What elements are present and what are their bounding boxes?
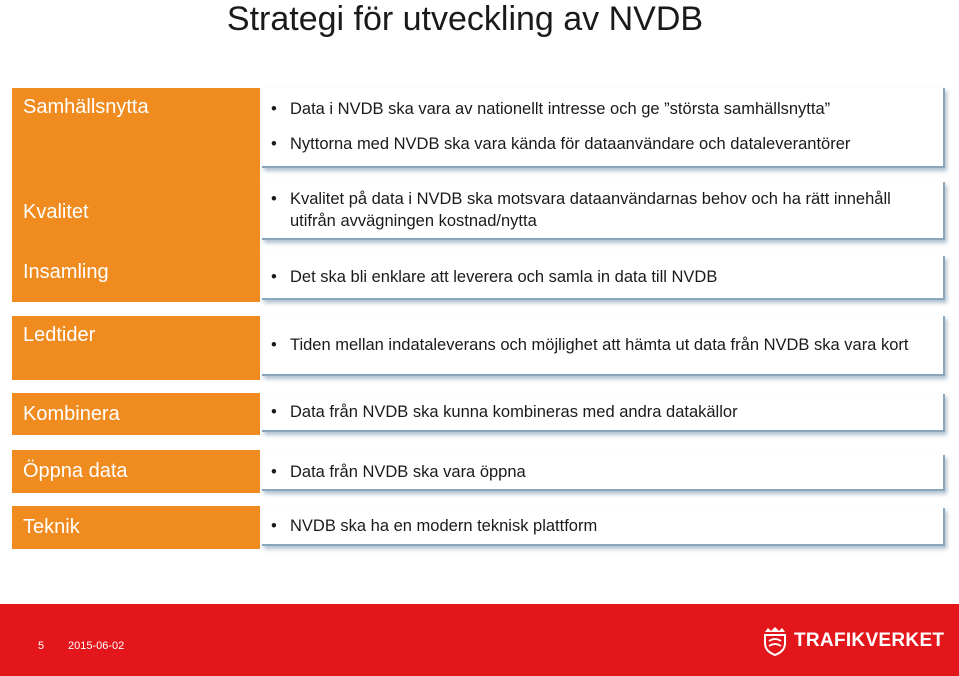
row-content	[262, 256, 945, 300]
bullet-item: • Tiden mellan indataleverans och möjlighet att hämta ut data från NVDB ska vara kort	[290, 334, 917, 356]
page-title: Strategi för utveckling av NVDB	[226, 0, 704, 38]
bullet-item: • Data i NVDB ska vara av nationellt intresse och ge ”största samhällsnytta”	[290, 98, 917, 120]
row-content	[262, 182, 945, 240]
bullet-item: • Data från NVDB ska vara öppna	[290, 461, 917, 483]
row-label: Ledtider	[12, 316, 260, 380]
row-content	[262, 508, 945, 546]
bullet-item: • Kvalitet på data i NVDB ska motsvara dataanvändarnas behov och ha rätt innehåll utifrån avvägningen kostnad/nytta	[290, 188, 917, 232]
trafikverket-logo	[762, 626, 944, 656]
row-content	[262, 394, 945, 432]
footer-date: 2015-06-02	[68, 640, 125, 652]
row-label: Kvalitet	[12, 182, 260, 242]
row-content	[262, 88, 945, 168]
bullet-item: • NVDB ska ha en modern teknisk plattform	[290, 515, 917, 537]
page-number: 5	[38, 640, 45, 652]
row-label: Insamling	[12, 242, 260, 302]
footer-bar	[0, 604, 959, 676]
row-label: Teknik	[12, 506, 260, 549]
row-content	[262, 316, 945, 376]
crown-shield-icon	[762, 626, 788, 656]
row-label: Samhällsnytta	[12, 88, 260, 182]
row-content	[262, 455, 945, 491]
logo-text: TRAFIKVERKET	[794, 630, 945, 651]
row-label: Öppna data	[12, 450, 260, 493]
bullet-item: • Det ska bli enklare att leverera och samla in data till NVDB	[290, 266, 917, 288]
bullet-item: • Nyttorna med NVDB ska vara kända för dataanvändare och dataleverantörer	[290, 133, 917, 155]
bullet-item: • Data från NVDB ska kunna kombineras med andra datakällor	[290, 401, 917, 423]
row-label: Kombinera	[12, 393, 260, 435]
